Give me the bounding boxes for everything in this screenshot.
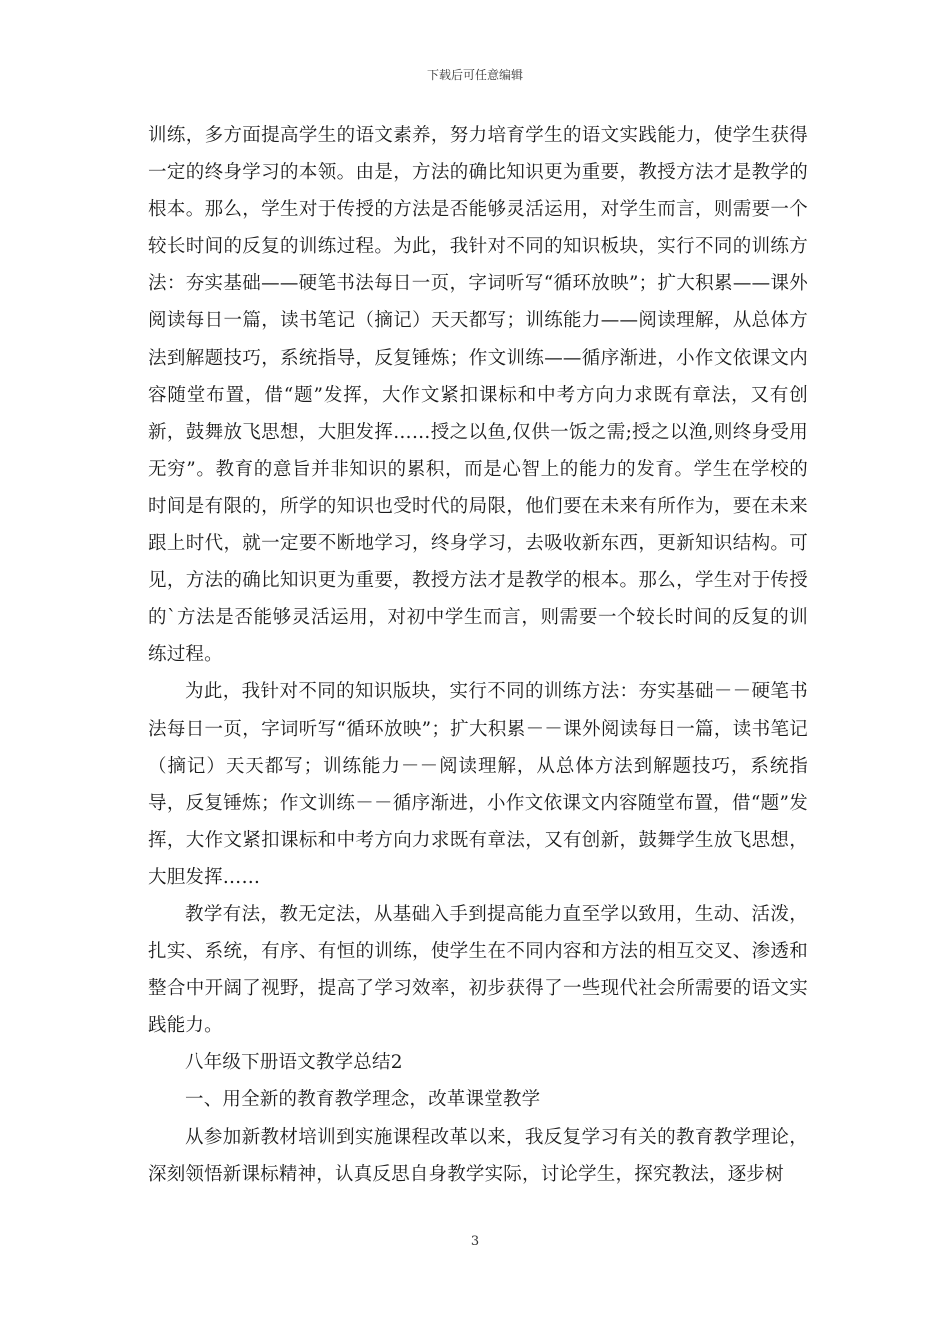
paragraph-4: 从参加新教材培训到实施课程改革以来，我反复学习有关的教育教学理论，深刻领悟新课标精神，认真反思自身教学实际，讨论学生，探究教法，逐步树 xyxy=(148,1126,808,1185)
paragraph-1: 训练，多方面提高学生的语文素养，努力培育学生的语文实践能力，使学生获得一定的终身学习的本领。由是，方法的确比知识更为重要，教授方法才是教学的根本。那么，学生对于传授的方法是否能够灵活运用，对学生而言，则需要一个较长时间的反复的训练过程。为此，我针对不同的知识板块，实行不同的训练方法：夯实基础——硬笔书法每日一页，字词听写“循环放映”；扩大积累——课外阅读每日一篇，读书笔记（摘记）天天都写；训练能力——阅读理解，从总体方法到解题技巧，系统指导，反复锤炼；作文训练——循序渐进，小作文依课文内容随堂布置，借“题”发挥，大作文紧扣课标和中考方向力求既有章法，又有创新，鼓舞放飞思想，大胆发挥……授之以鱼,仅供一饭之需;授之以渔,则终身受用无穷”。教育的意旨并非知识的累积，而是心智上的能力的发育。学生在学校的时间是有限的，所学的知识也受时代的局限，他们要在未来有所作为，要在未来跟上时代，就一定要不断地学习，终身学习，去吸收新东西，更新知识结构。可见，方法的确比知识更为重要，教授方法才是教学的根本。那么，学生对于传授的`方法是否能够灵活运用，对初中学生而言，则需要一个较长时间的反复的训练过程。 xyxy=(148,125,808,666)
paragraph-2: 为此，我针对不同的知识版块，实行不同的训练方法：夯实基础－－硬笔书法每日一页，字词听写“循环放映”；扩大积累－－课外阅读每日一篇，读书笔记（摘记）天天都写；训练能力－－阅读理解，从总体方法到解题技巧，系统指导，反复锤炼；作文训练－－循序渐进，小作文依课文内容随堂布置，借“题”发挥，大作文紧扣课标和中考方向力求既有章法，又有创新，鼓舞学生放飞思想，大胆发挥…… xyxy=(148,681,808,888)
paragraph-3: 教学有法，教无定法，从基础入手到提高能力直至学以致用，生动、活泼，扎实、系统，有序、有恒的训练，使学生在不同内容和方法的相互交叉、渗透和整合中开阔了视野，提高了学习效率，初步获得了一些现代社会所需要的语文实践能力。 xyxy=(148,903,808,1037)
section-title: 八年级下册语文教学总结2 xyxy=(185,1052,403,1074)
page-number: 3 xyxy=(470,1234,480,1249)
page-header: 下载后可任意编辑 xyxy=(426,68,523,82)
section-heading: 一、用全新的教育教学理念，改革课堂教学 xyxy=(185,1089,541,1111)
document-body xyxy=(148,117,808,1193)
